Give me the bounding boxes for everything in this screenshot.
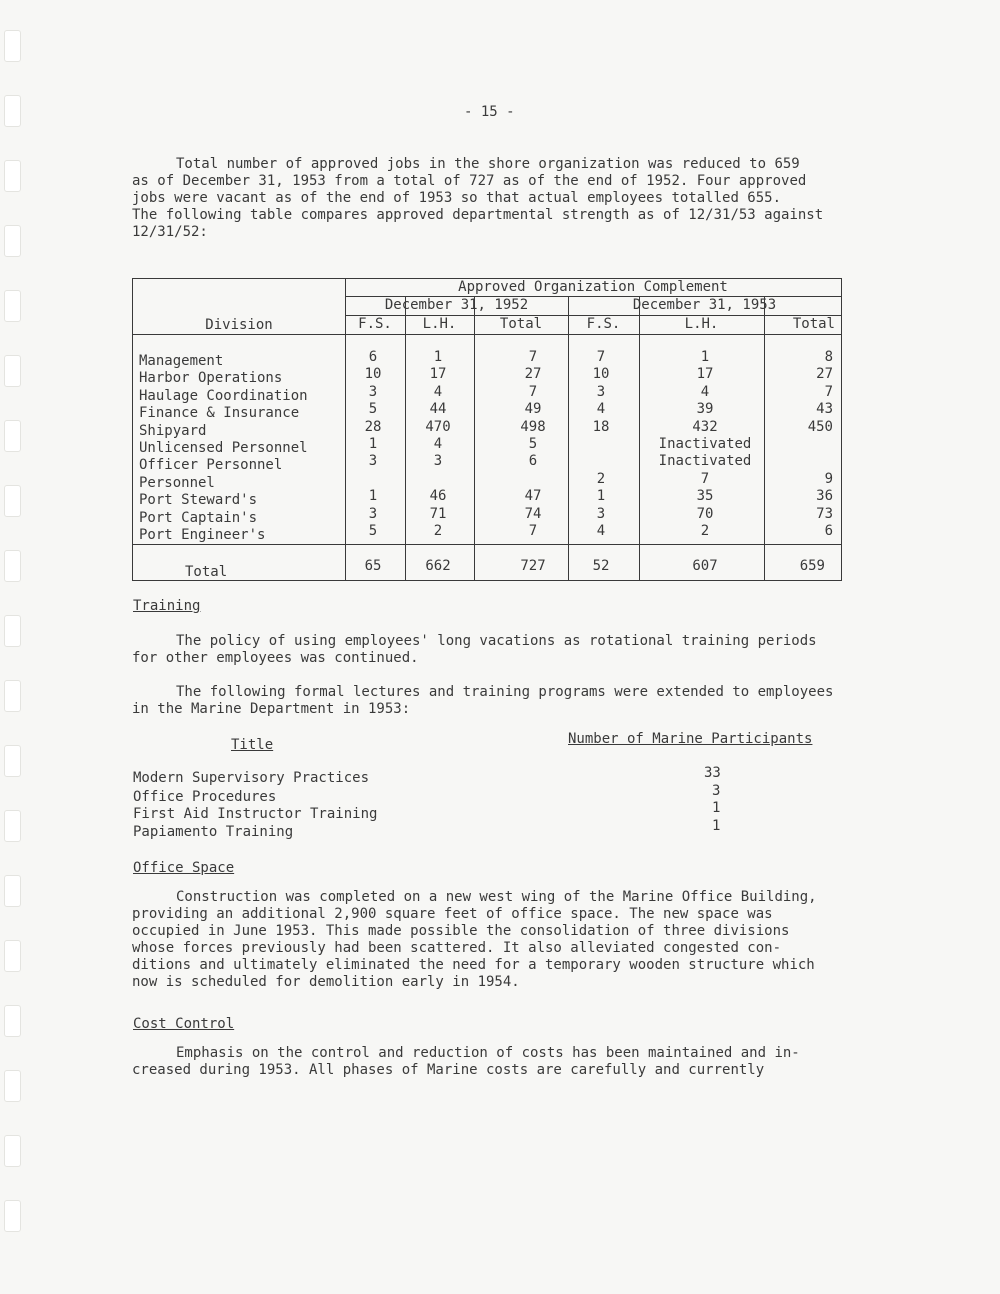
table-cell: 9 — [824, 470, 833, 487]
training-participants: 1 — [712, 818, 721, 834]
division-name: Port Engineer's — [139, 527, 266, 543]
table-cell: 8 — [824, 349, 833, 365]
binder-hole — [4, 615, 21, 647]
training-paragraph — [132, 684, 872, 718]
training-program: Papiamento Training — [133, 824, 294, 840]
table-cell: 10 — [592, 366, 610, 383]
binder-hole — [4, 160, 21, 192]
table-cell: 70 — [696, 505, 714, 522]
binder-hole — [4, 1070, 21, 1102]
page-number: - 15 - — [464, 104, 515, 120]
text-line: ditions and ultimately eliminated the need for a temporary wooden structure which — [132, 957, 815, 973]
total-cell: 607 — [692, 558, 718, 574]
binder-hole — [4, 1005, 21, 1037]
binder-hole — [4, 355, 21, 387]
binder-hole — [4, 485, 21, 517]
table-cell: 73 — [816, 505, 833, 522]
text-line: as of December 31, 1953 from a total of 727 as of the end of 1952. Four approved — [132, 173, 807, 189]
total-cell: 659 — [799, 558, 825, 574]
table-rule — [405, 297, 406, 580]
binder-hole — [4, 810, 21, 842]
division-name: Haulage Coordination — [139, 387, 308, 404]
binder-hole — [4, 745, 21, 777]
table-cell: 28 — [364, 418, 382, 435]
total-cell: 52 — [592, 558, 610, 574]
table-cell: 71 — [429, 505, 447, 522]
table-cell: 4 — [433, 383, 443, 400]
training-col-title: Title — [231, 737, 274, 753]
text-line: jobs were vacant as of the end of 1953 so that actual employees totalled 655. — [132, 190, 782, 206]
intro-paragraph — [132, 156, 872, 241]
table-cell: 27 — [524, 366, 542, 383]
table-cell: 450 — [807, 418, 833, 435]
table-cell: 2 — [596, 470, 606, 487]
table-cell: 17 — [696, 366, 714, 383]
table-cell: 1 — [368, 436, 378, 452]
table-rule — [764, 297, 765, 580]
text-line: Emphasis on the control and reduction of costs has been maintained and in- — [176, 1045, 800, 1061]
binder-holes — [4, 20, 20, 1280]
table-cell: Inactivated — [658, 436, 752, 452]
training-program: Modern Supervisory Practices — [133, 770, 370, 786]
table-cell: 43 — [816, 401, 833, 418]
table-cell: 49 — [524, 401, 542, 418]
text-line: in the Marine Department in 1953: — [132, 701, 411, 717]
table-cell: 2 — [700, 523, 710, 539]
subheader-total: Total — [792, 316, 835, 332]
division-name: Finance & Insurance — [139, 405, 300, 422]
table-cell: 1 — [433, 349, 443, 365]
subheader-fs: F.S. — [586, 316, 621, 332]
table-cell: 498 — [520, 418, 546, 435]
training-paragraph — [132, 633, 872, 667]
division-name: Harbor Operations — [139, 370, 283, 387]
table-cell: 7 — [528, 349, 538, 365]
table-cell: 35 — [696, 488, 714, 505]
division-name: Shipyard — [139, 422, 207, 439]
table-rule — [568, 297, 569, 580]
table-rule — [639, 297, 640, 580]
table-cell: 5 — [368, 523, 378, 539]
complement-table — [132, 278, 842, 581]
text-line: for other employees was continued. — [132, 650, 419, 666]
table-cell: 18 — [592, 418, 610, 435]
total-cell: 727 — [520, 558, 546, 574]
table-cell: 17 — [429, 366, 447, 383]
cost-control-heading: Cost Control — [133, 1016, 235, 1032]
table-rule — [133, 334, 841, 335]
table-cell: 3 — [596, 383, 606, 400]
table-cell: 44 — [429, 401, 447, 418]
table-cell: 39 — [696, 401, 714, 418]
table-cell: 7 — [824, 383, 833, 400]
table-cell: 1 — [596, 488, 606, 505]
table-cell: 432 — [692, 418, 718, 435]
division-name: Management — [139, 353, 224, 369]
text-line: providing an additional 2,900 square feet of office space. The new space was — [132, 906, 773, 922]
table-cell: 3 — [596, 505, 606, 522]
table-cell: 3 — [368, 383, 378, 400]
table-cell: 46 — [429, 488, 447, 505]
total-label: Total — [185, 564, 228, 580]
division-name: Port Captain's — [139, 509, 258, 526]
total-cell: 662 — [425, 558, 451, 574]
subheader-total: Total — [499, 316, 543, 332]
binder-hole — [4, 420, 21, 452]
division-name: Unlicensed Personnel — [139, 440, 308, 456]
training-participants: 1 — [712, 800, 721, 816]
table-cell: 7 — [596, 349, 606, 365]
table-cell: 4 — [596, 523, 606, 539]
text-line: The following formal lectures and training programs were extended to employees — [176, 684, 834, 700]
text-line: Construction was completed on a new west wing of the Marine Office Building, — [176, 889, 817, 905]
binder-hole — [4, 1135, 21, 1167]
division-name: Personnel — [139, 474, 215, 491]
subheader-lh: L.H. — [684, 316, 719, 332]
table-cell: 2 — [433, 523, 443, 539]
table-cell: 74 — [524, 505, 542, 522]
binder-hole — [4, 290, 21, 322]
table-cell: 36 — [816, 488, 833, 505]
text-line: The following table compares approved departmental strength as of 12/31/53 against — [132, 207, 824, 223]
header-main: Approved Organization Complement — [458, 279, 728, 295]
text-line: Total number of approved jobs in the shore organization was reduced to 659 — [176, 156, 800, 172]
text-line: now is scheduled for demolition early in 1954. — [132, 974, 520, 990]
training-col-count: Number of Marine Participants — [568, 731, 813, 747]
binder-hole — [4, 875, 21, 907]
table-cell: 6 — [824, 523, 833, 539]
header-period-1952: December 31, 1952 — [384, 297, 529, 313]
text-line: The policy of using employees' long vacations as rotational training periods — [176, 633, 817, 649]
binder-hole — [4, 30, 21, 62]
text-line: 12/31/52: — [132, 224, 208, 240]
table-cell: 5 — [528, 436, 538, 452]
binder-hole — [4, 940, 21, 972]
training-program: Office Procedures — [133, 789, 277, 805]
training-program: First Aid Instructor Training — [133, 806, 378, 822]
binder-hole — [4, 680, 21, 712]
table-cell: 3 — [368, 505, 378, 522]
office-space-paragraph — [132, 889, 872, 991]
training-participants: 33 — [704, 765, 721, 781]
table-cell: 7 — [528, 383, 538, 400]
header-division: Division — [205, 317, 273, 333]
cost-control-paragraph — [132, 1045, 872, 1079]
table-cell: 6 — [528, 453, 538, 470]
table-cell: 4 — [596, 401, 606, 418]
binder-hole — [4, 1200, 21, 1232]
text-line: creased during 1953. All phases of Marine costs are carefully and currently — [132, 1062, 765, 1078]
training-heading: Training — [133, 598, 201, 614]
table-cell: 4 — [700, 383, 710, 400]
division-name: Port Steward's — [139, 492, 258, 509]
table-rule — [474, 297, 475, 580]
text-line: occupied in June 1953. This made possible the consolidation of three divisions — [132, 923, 790, 939]
table-cell: 3 — [368, 453, 378, 470]
text-line: whose forces previously had been scattered. It also alleviated congested con- — [132, 940, 782, 956]
training-participants: 3 — [712, 783, 721, 799]
table-cell: 27 — [816, 366, 833, 383]
table-cell: 1 — [700, 349, 710, 365]
table-cell: 7 — [528, 523, 538, 539]
binder-hole — [4, 550, 21, 582]
office-space-heading: Office Space — [133, 860, 235, 876]
table-cell: 10 — [364, 366, 382, 383]
table-cell: 1 — [368, 488, 378, 505]
division-name: Officer Personnel — [139, 457, 283, 474]
table-cell: 5 — [368, 401, 378, 418]
table-cell: 47 — [524, 488, 542, 505]
subheader-lh: L.H. — [422, 316, 457, 332]
table-cell: 4 — [433, 436, 443, 452]
header-period-1953: December 31, 1953 — [632, 297, 777, 313]
table-cell: 7 — [700, 470, 710, 487]
binder-hole — [4, 225, 21, 257]
table-cell: 3 — [433, 453, 443, 470]
table-cell: 6 — [368, 349, 378, 365]
table-rule — [133, 544, 841, 545]
subheader-fs: F.S. — [358, 316, 392, 332]
table-cell: Inactivated — [658, 453, 752, 470]
table-cell: 470 — [425, 418, 451, 435]
total-cell: 65 — [364, 558, 382, 574]
